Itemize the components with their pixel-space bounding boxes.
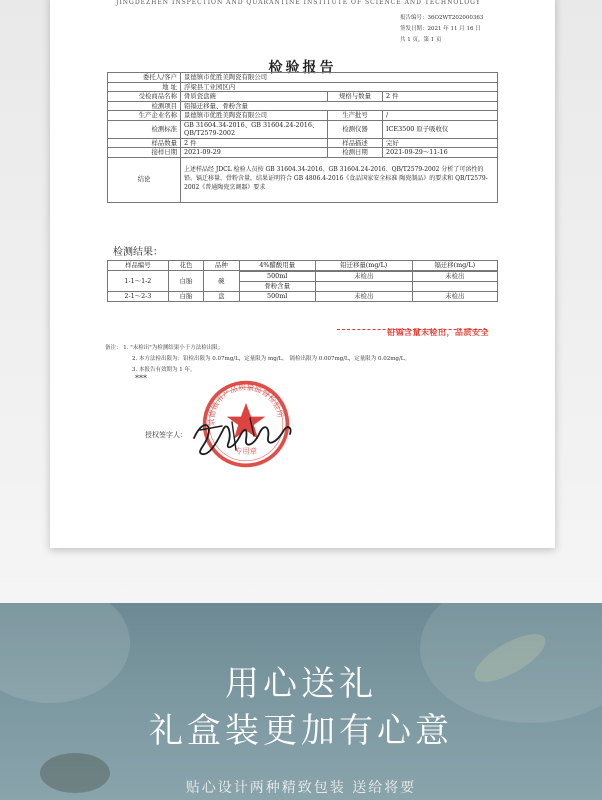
info-label: 样品描述 [328, 138, 383, 148]
sample-id: 2-1～2-3 [108, 292, 169, 302]
svg-text:景德镇市产品质量监督检验所: 景德镇市产品质量监督检验所 [206, 382, 286, 427]
info-row [108, 92, 498, 102]
info-row [108, 111, 498, 121]
institute-header: JINGDEZHEN INSPECTION AND QUARANTINE INSTITUTE OF SCIENCE AND TECHNOLOGY [116, 0, 481, 6]
sample-pattern: 白胎 [168, 271, 203, 292]
issue-date: 签发日期：2021 年 11 月 16 日 [400, 26, 481, 32]
bone-ash-label: 骨粉含量 [239, 282, 315, 292]
sample-pattern: 白胎 [168, 292, 203, 302]
svg-text:专用章: 专用章 [234, 446, 258, 456]
info-label: 接样日期 [108, 148, 181, 158]
report-info-table [107, 72, 498, 203]
handwritten-signature [188, 410, 298, 458]
column-header: 品种 [204, 261, 239, 271]
column-header: 样品编号 [108, 261, 169, 271]
results-heading: 检测结果： [113, 247, 163, 258]
note-line: 备注： 1. "未检出"为检测结果小于方法检出限； [105, 345, 224, 351]
sample-type: 盘 [204, 292, 239, 302]
conclusion-text: 上述样品经 JDCL 检验人员按 GB 31604.34-2016、GB 31604.24-2016、QB/T2579-2002 分析了可溶性的铅、镉迁移量、骨粉含量，结果证明符合 GB 4806.4-2016《食品国家安全标准 陶瓷制品》的要求和 QB/T2579-2002《普通陶瓷烹调器》要求 [181, 157, 498, 202]
info-row [108, 120, 498, 138]
conclusion-row [108, 157, 498, 202]
info-value: ICE3500 原子吸收仪 [383, 120, 498, 138]
info-label: 委托人/客户 [108, 73, 181, 83]
promo-headline: 用心送礼 [225, 664, 377, 704]
promo-banner [0, 603, 602, 800]
info-value: GB 31604.34-2016、GB 31604.24-2016、QB/T2579-2002 [181, 120, 328, 138]
info-value: 2 件 [181, 138, 328, 148]
info-value: 2021-09-29～11-16 [383, 148, 498, 158]
column-header: 铅迁移量(mg/L) [315, 261, 412, 271]
info-label: 检测项目 [108, 101, 181, 111]
info-row [108, 148, 498, 158]
info-row [108, 73, 498, 83]
sample-type: 碗 [204, 271, 239, 292]
info-value: 完好 [383, 138, 498, 148]
info-value: 景德镇市优胜美陶瓷有限公司 [181, 73, 498, 83]
info-row [108, 138, 498, 148]
results-table [107, 260, 498, 302]
end-marker: *** [135, 374, 147, 383]
acid-volume: 500ml [239, 272, 315, 282]
sample-id: 1-1～1-2 [108, 271, 169, 292]
inspection-report-paper [50, 0, 555, 548]
note-line: 3. 本报告有效期为 1 年。 [132, 367, 196, 373]
column-header: 4%醋酸用量 [239, 261, 315, 271]
info-value: 景德镇市优胜美陶瓷有限公司 [181, 111, 328, 121]
info-value: 2021-09-29 [181, 148, 328, 158]
info-row [108, 82, 498, 92]
table-row [108, 292, 498, 302]
info-label: 规格与数量 [328, 92, 383, 102]
report-number: 报告编号：36O2WT202000363 [400, 15, 484, 21]
info-label: 生产企业名称 [108, 111, 181, 121]
column-header: 花色 [168, 261, 203, 271]
page-info: 共 1 页，第 1 页 [400, 37, 442, 43]
lead-migration [315, 282, 412, 292]
info-value: 2 件 [383, 92, 498, 102]
report-title: 检验报告 [268, 60, 337, 76]
info-label: 地 址 [108, 82, 181, 92]
cadmium-migration: 未检出 [412, 272, 497, 282]
cadmium-migration [412, 282, 497, 292]
note-line: 2. 本方法检出限为：铅检出限为 0.07mg/L，定量限为 mg/L。 镉检出限为 0.007mg/L，定量限为 0.02mg/L。 [132, 356, 410, 362]
info-label: 受检商品名称 [108, 92, 181, 102]
info-row [108, 101, 498, 111]
table-header-row [108, 261, 498, 271]
info-value: 浮梁县工业园区内 [181, 82, 498, 92]
signer-label: 授权签字人： [145, 431, 187, 439]
info-value: 铅镉迁移量、骨粉含量 [181, 101, 498, 111]
lead-migration: 未检出 [315, 272, 412, 282]
acid-volume: 500ml [239, 292, 315, 302]
lead-migration: 未检出 [315, 292, 412, 302]
safety-note: 铅镉含量未检出，品质安全 [387, 327, 489, 337]
info-label: 检测标准 [108, 120, 181, 138]
info-label: 检测仪器 [328, 120, 383, 138]
info-value: 骨质瓷盘碗 [181, 92, 328, 102]
info-label: 检测日期 [328, 148, 383, 158]
conclusion-label: 结论 [108, 157, 181, 202]
info-label: 样品数量 [108, 138, 181, 148]
promo-caption: 贴心设计两种精致包装 送给将要 [185, 780, 417, 796]
column-header: 镉迁移(mg/L) [412, 261, 497, 271]
cadmium-migration: 未检出 [412, 292, 497, 302]
info-label: 生产批号 [328, 111, 383, 121]
info-value: / [383, 111, 498, 121]
promo-subheadline: 礼盒装更加有心意 [149, 711, 453, 751]
